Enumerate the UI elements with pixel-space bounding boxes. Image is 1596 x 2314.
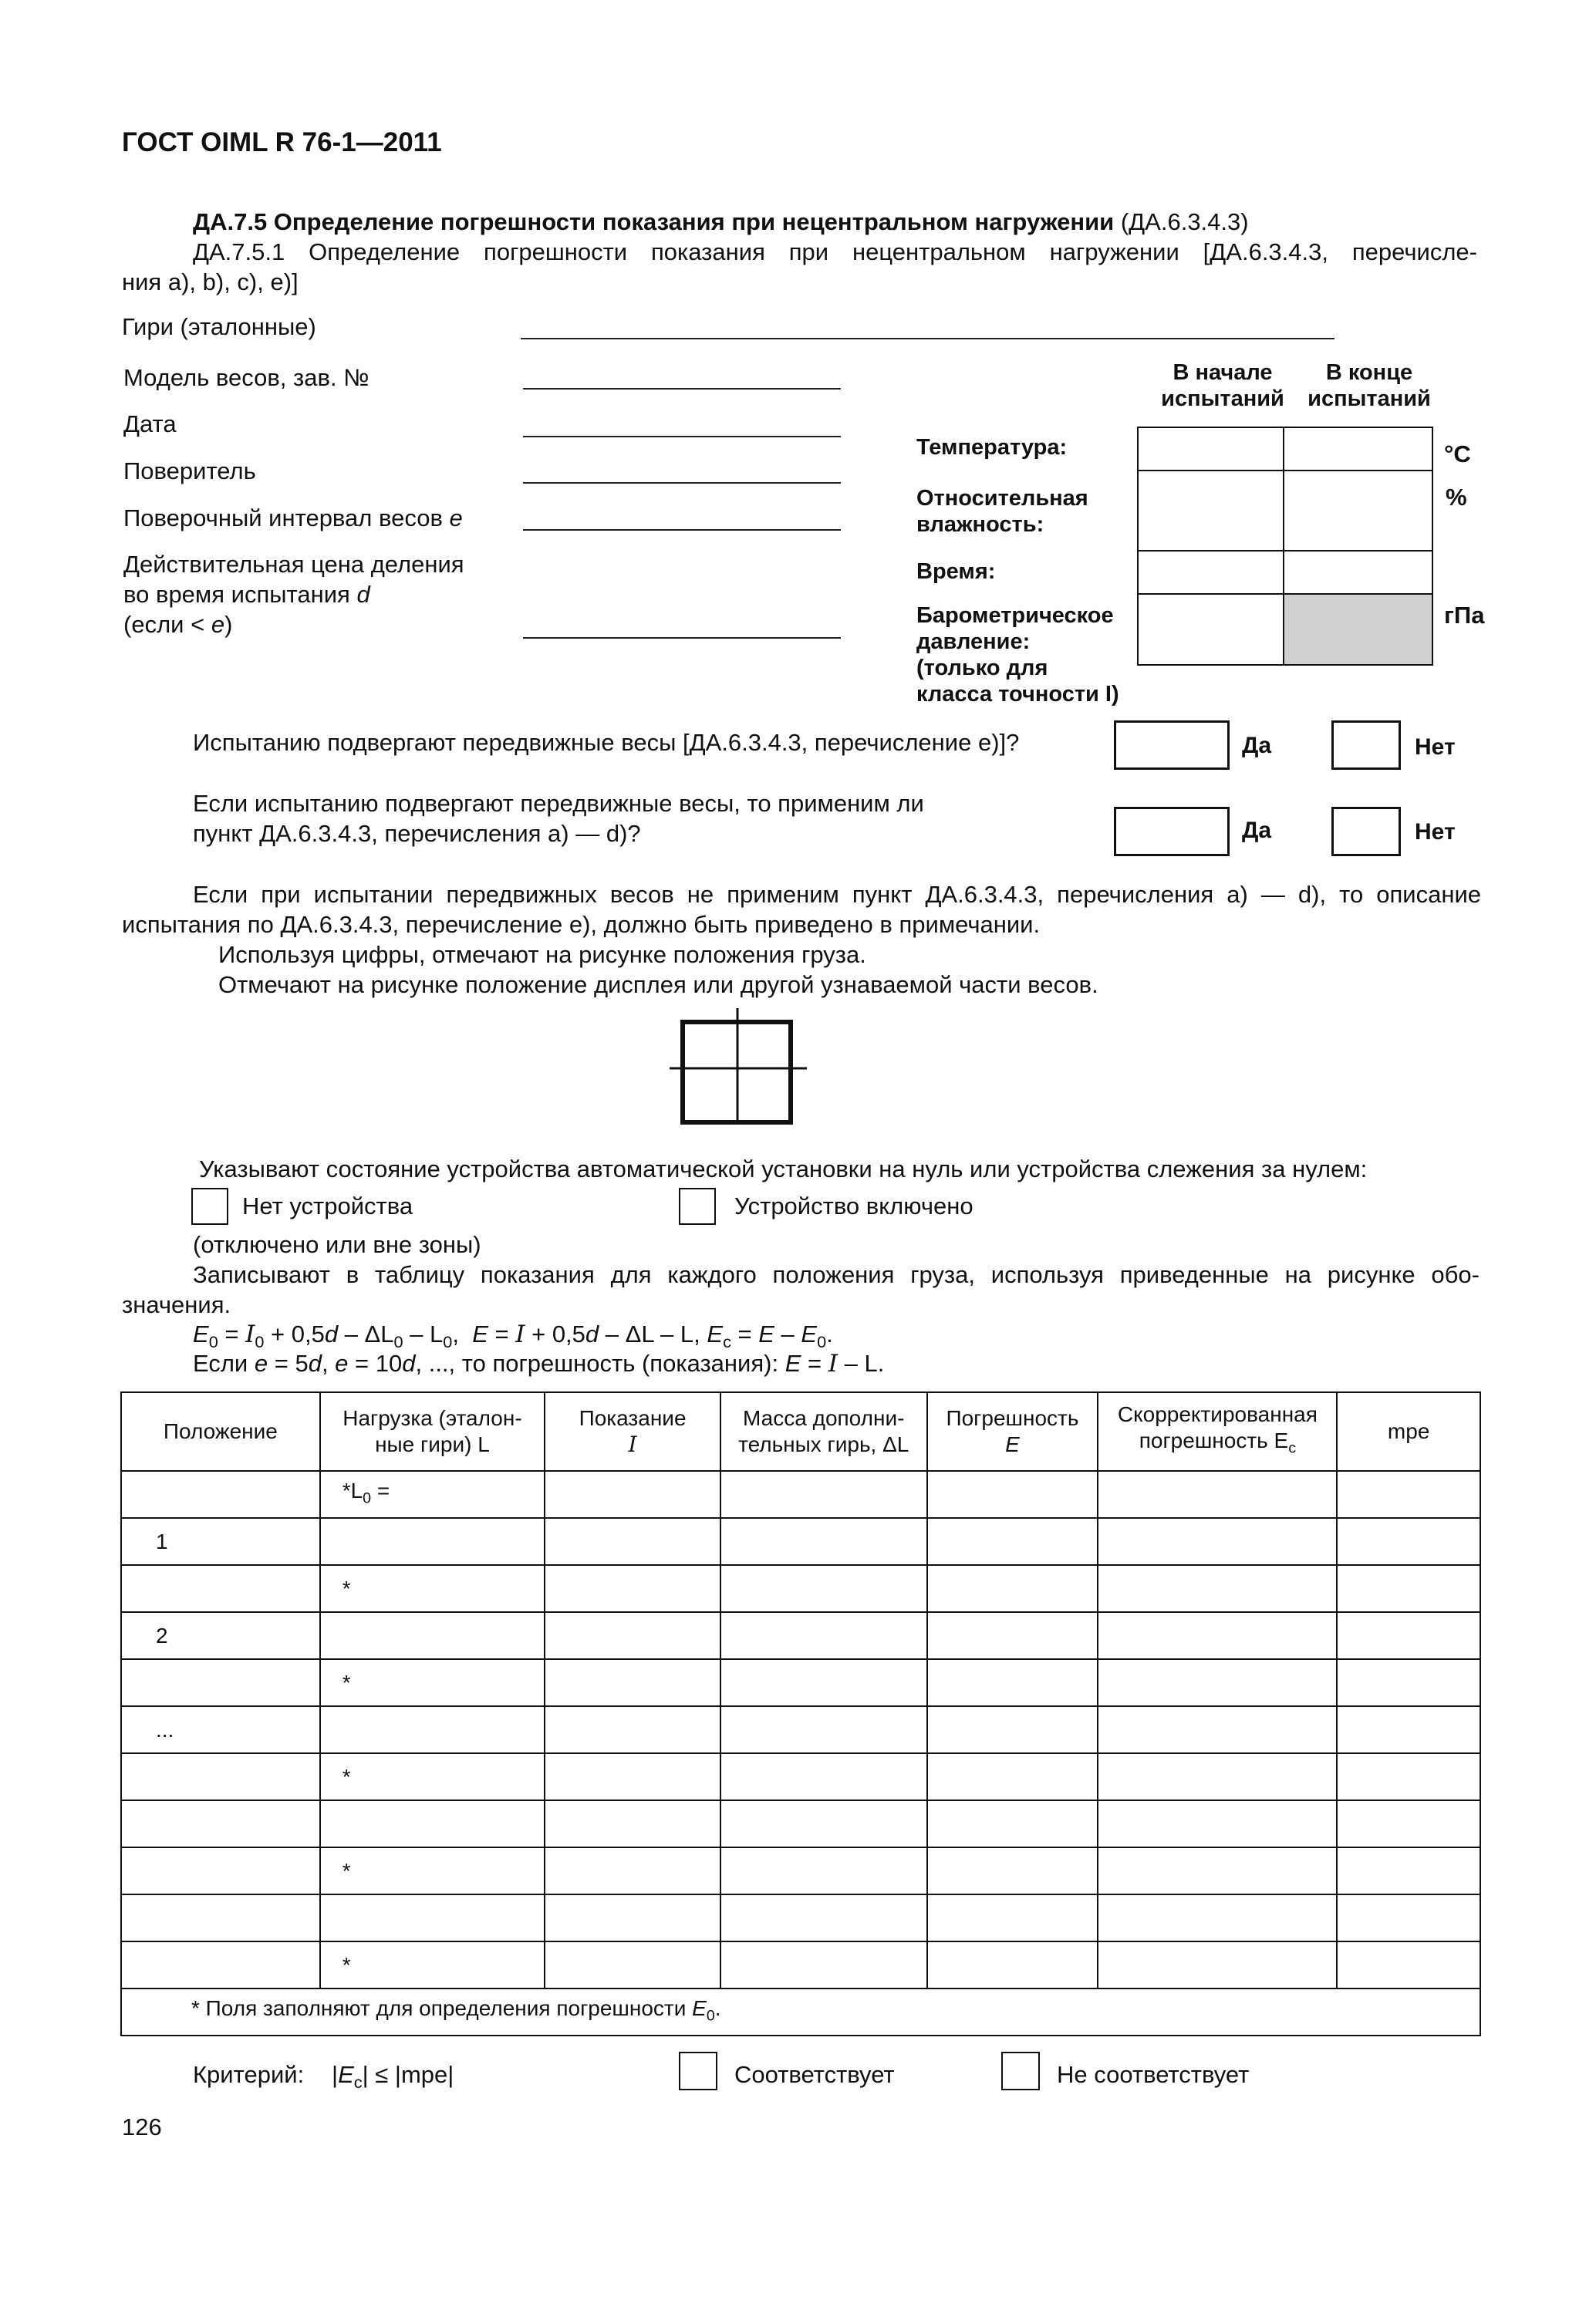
weights-input-line[interactable] xyxy=(521,338,1334,339)
record-l2: значения. xyxy=(122,1291,231,1318)
cell-load[interactable] xyxy=(320,1847,545,1894)
cell-mpe[interactable] xyxy=(1337,1706,1480,1753)
cell-mass[interactable] xyxy=(720,1565,927,1612)
cell-mpe[interactable] xyxy=(1337,1753,1480,1800)
criterion-pass-checkbox[interactable] xyxy=(679,2052,717,2090)
table-row xyxy=(121,1941,1480,1988)
cell-load[interactable] xyxy=(320,1894,545,1941)
q2-no-label: Нет xyxy=(1415,819,1456,845)
cell-indication[interactable] xyxy=(545,1518,720,1565)
table-row xyxy=(121,1565,1480,1612)
cell-load[interactable] xyxy=(320,1800,545,1847)
cell-load-text: * xyxy=(342,1576,351,1601)
division-line2-text: во время испытания xyxy=(123,581,350,608)
q1-yes-label: Да xyxy=(1242,733,1272,758)
division-line3-close: ) xyxy=(224,611,233,638)
page-number: 126 xyxy=(122,2113,162,2140)
cell-corrected[interactable] xyxy=(1098,1565,1337,1612)
env-unit-hum: % xyxy=(1446,484,1467,511)
division-line3-var: e xyxy=(211,611,225,638)
th-corrected xyxy=(1098,1392,1337,1471)
cell-indication[interactable] xyxy=(545,1565,720,1612)
cell-load-text: * xyxy=(342,1670,351,1695)
env-grid xyxy=(1137,427,1433,666)
cell-error[interactable] xyxy=(927,1659,1098,1706)
cell-indication[interactable] xyxy=(545,1659,720,1706)
th-position: Положение xyxy=(121,1392,320,1471)
th-error-l2: E xyxy=(1005,1432,1020,1456)
q2-no-checkbox[interactable] xyxy=(1331,807,1401,856)
interval-label-text: Поверочный интервал весов xyxy=(123,504,443,531)
cell-load[interactable] xyxy=(320,1659,545,1706)
cell-error[interactable] xyxy=(927,1706,1098,1753)
cell-mass[interactable] xyxy=(720,1941,927,1988)
criterion-label: Критерий: xyxy=(193,2061,305,2088)
th-indication xyxy=(545,1392,720,1471)
cell-corrected[interactable] xyxy=(1098,1659,1337,1706)
th-error xyxy=(927,1392,1098,1471)
env-col-end-l1: В конце xyxy=(1325,360,1413,385)
cell-corrected[interactable] xyxy=(1098,1518,1337,1565)
zero-prompt: Указывают состояние устройства автоматической установки на нуль или устройства слежения за нулем: xyxy=(199,1155,1368,1182)
cell-indication[interactable] xyxy=(545,1706,720,1753)
env-humidity-l2: влажность: xyxy=(916,512,1044,537)
cell-mpe[interactable] xyxy=(1337,1800,1480,1847)
table-row xyxy=(121,1800,1480,1847)
q2-yes-checkbox[interactable] xyxy=(1114,807,1230,856)
cell-mass[interactable] xyxy=(720,1706,927,1753)
env-pressure-l1: Барометрическое xyxy=(916,603,1114,628)
cell-mpe[interactable] xyxy=(1337,1471,1480,1518)
env-press-start-cell[interactable] xyxy=(1137,593,1284,666)
cell-error[interactable] xyxy=(927,1753,1098,1800)
env-unit-temp: °C xyxy=(1444,440,1471,467)
cell-position-text: ... xyxy=(156,1717,174,1742)
interval-label xyxy=(123,503,463,534)
cell-corrected[interactable] xyxy=(1098,1941,1337,1988)
cell-mpe[interactable] xyxy=(1337,1941,1480,1988)
verifier-label: Поверитель xyxy=(123,457,256,484)
env-hum-end-cell[interactable] xyxy=(1283,470,1433,552)
table-row xyxy=(121,1706,1480,1753)
cell-load[interactable] xyxy=(320,1471,545,1518)
division-line2 xyxy=(123,579,370,610)
cell-position[interactable] xyxy=(121,1471,320,1518)
cell-corrected[interactable] xyxy=(1098,1706,1337,1753)
cell-mpe[interactable] xyxy=(1337,1612,1480,1659)
cell-load[interactable] xyxy=(320,1565,545,1612)
cell-indication[interactable] xyxy=(545,1612,720,1659)
th-load-l1: Нагрузка (эталон- xyxy=(342,1406,522,1430)
th-mass-l1: Масса дополни- xyxy=(743,1406,905,1430)
env-temperature-label: Температура: xyxy=(916,435,1068,460)
q2-yes-label: Да xyxy=(1242,818,1272,843)
cell-load-text: * xyxy=(342,1764,351,1789)
th-mass-l2: тельных гирь, ΔL xyxy=(738,1432,909,1456)
division-line3 xyxy=(123,609,232,640)
env-col-end-l2: испытаний xyxy=(1308,386,1431,411)
question-mobile: Испытанию подвергают передвижные весы [ДА.6.3.4.3, перечисление e)]? xyxy=(193,729,1020,756)
table-row xyxy=(121,1659,1480,1706)
env-col-start-l1: В начале xyxy=(1173,360,1273,385)
cell-indication[interactable] xyxy=(545,1753,720,1800)
cell-error[interactable] xyxy=(927,1612,1098,1659)
env-unit-press: гПа xyxy=(1444,602,1485,629)
subsection-line2: ния a), b), c), e)] xyxy=(122,268,299,295)
q1-yes-checkbox[interactable] xyxy=(1114,720,1230,770)
document-header: ГОСТ OIML R 76-1—2011 xyxy=(122,127,442,157)
cell-mass[interactable] xyxy=(720,1894,927,1941)
q1-no-label: Нет xyxy=(1415,734,1456,760)
interval-var: e xyxy=(449,504,463,531)
cell-load-sub: 0 xyxy=(363,1489,372,1507)
cell-error[interactable] xyxy=(927,1800,1098,1847)
question-applicable-l1: Если испытанию подвергают передвижные весы, то применим ли xyxy=(193,790,924,817)
env-temp-end-cell[interactable] xyxy=(1283,427,1433,471)
cell-load-text: * xyxy=(342,1952,351,1977)
table-footnote: * Поля заполняют для определения погрешности $E_0$. xyxy=(121,1988,1480,2036)
cell-error[interactable] xyxy=(927,1894,1098,1941)
subsection-line1: ДА.7.5.1 Определение погрешности показания при нецентральном нагружении [ДА.6.3.4.3, перечисле- xyxy=(193,238,1477,265)
criterion-pass-label: Соответствует xyxy=(734,2061,895,2088)
th-corrected-sub: c xyxy=(1288,1439,1296,1457)
env-hum-start-cell[interactable] xyxy=(1137,470,1284,552)
cell-mass[interactable] xyxy=(720,1471,927,1518)
th-load xyxy=(320,1392,545,1471)
cell-corrected[interactable] xyxy=(1098,1471,1337,1518)
cell-mpe[interactable] xyxy=(1337,1565,1480,1612)
interval-input-line[interactable] xyxy=(523,529,841,531)
cell-indication[interactable] xyxy=(545,1800,720,1847)
cell-mpe[interactable] xyxy=(1337,1518,1480,1565)
cell-position[interactable] xyxy=(121,1894,320,1941)
cell-mpe[interactable] xyxy=(1337,1894,1480,1941)
cell-position[interactable] xyxy=(121,1706,320,1753)
division-var: d xyxy=(356,581,370,608)
date-label: Дата xyxy=(123,410,177,437)
division-line1: Действительная цена деления xyxy=(123,551,464,578)
env-pressure-l4: класса точности I) xyxy=(916,682,1119,707)
th-error-l1: Погрешность xyxy=(946,1406,1079,1430)
formula-line2: Если e = 5d, e = 10d, ..., то погрешность (показания): E = I – L. xyxy=(193,1350,885,1378)
cell-error[interactable] xyxy=(927,1565,1098,1612)
cell-error[interactable] xyxy=(927,1518,1098,1565)
cell-load[interactable] xyxy=(320,1612,545,1659)
q1-no-checkbox[interactable] xyxy=(1331,720,1401,770)
env-time-end-cell[interactable] xyxy=(1283,550,1433,595)
env-pressure-l2: давление: xyxy=(916,629,1031,654)
cell-mpe[interactable] xyxy=(1337,1847,1480,1894)
cell-corrected[interactable] xyxy=(1098,1800,1337,1847)
cell-load[interactable] xyxy=(320,1706,545,1753)
zero-none-label: Нет устройства xyxy=(242,1192,413,1219)
cell-corrected[interactable] xyxy=(1098,1753,1337,1800)
cell-mass[interactable] xyxy=(720,1800,927,1847)
section-heading-ref: (ДА.6.3.4.3) xyxy=(1120,208,1249,235)
cell-corrected[interactable] xyxy=(1098,1847,1337,1894)
criterion-fail-checkbox[interactable] xyxy=(1001,2052,1040,2090)
env-press-end-cell-shaded xyxy=(1283,593,1433,666)
model-input-line[interactable] xyxy=(523,388,841,390)
cell-error[interactable] xyxy=(927,1941,1098,1988)
table-row xyxy=(121,1753,1480,1800)
cell-indication[interactable] xyxy=(545,1894,720,1941)
cell-mass[interactable] xyxy=(720,1753,927,1800)
platform-diagram xyxy=(670,1007,808,1127)
zero-none-checkbox[interactable] xyxy=(191,1188,228,1225)
table-row xyxy=(121,1847,1480,1894)
th-indication-l1: Показание xyxy=(579,1406,687,1430)
formula-line1: $E_0 = I_0 + 0,5d - \Delta L_0 - L_0$, E = I + 0,5d – ΔL – L, $E_c = E - E_0$. xyxy=(193,1321,833,1352)
cell-position[interactable] xyxy=(121,1659,320,1706)
cell-mass[interactable] xyxy=(720,1518,927,1565)
env-col-start-l2: испытаний xyxy=(1161,386,1284,411)
note-p2: Используя цифры, отмечают на рисунке положения груза. xyxy=(218,941,866,968)
zero-on-label: Устройство включено xyxy=(734,1192,973,1219)
criterion-expr: $|E_c| \le |mpe|$ xyxy=(332,2061,454,2093)
division-line3-text: (если < xyxy=(123,611,205,638)
cell-load-tail: = xyxy=(371,1478,390,1503)
cell-position-text: 2 xyxy=(156,1623,168,1648)
th-load-l2: ные гири) L xyxy=(375,1432,490,1456)
cell-indication[interactable] xyxy=(545,1847,720,1894)
section-heading-bold: ДА.7.5 Определение погрешности показания при нецентральном нагружении xyxy=(193,208,1115,235)
cell-load[interactable] xyxy=(320,1753,545,1800)
th-mpe: mpe xyxy=(1337,1392,1480,1471)
env-temp-start-cell[interactable] xyxy=(1137,427,1284,471)
cell-position[interactable] xyxy=(121,1800,320,1847)
model-label: Модель весов, зав. № xyxy=(123,364,369,391)
cell-load[interactable] xyxy=(320,1941,545,1988)
cell-mass[interactable] xyxy=(720,1847,927,1894)
table-row xyxy=(121,1894,1480,1941)
th-mass xyxy=(720,1392,927,1471)
cell-position[interactable] xyxy=(121,1565,320,1612)
division-input-line[interactable] xyxy=(523,637,841,639)
cell-position[interactable] xyxy=(121,1941,320,1988)
cell-position[interactable] xyxy=(121,1612,320,1659)
cell-error[interactable] xyxy=(927,1847,1098,1894)
env-pressure-l3: (только для xyxy=(916,656,1048,680)
table-row xyxy=(121,1471,1480,1518)
th-indication-l2: I xyxy=(628,1432,637,1457)
section-heading xyxy=(193,207,1249,238)
cell-error[interactable] xyxy=(927,1471,1098,1518)
cell-mass[interactable] xyxy=(720,1612,927,1659)
cell-position[interactable] xyxy=(121,1518,320,1565)
cell-mass[interactable] xyxy=(720,1659,927,1706)
criterion-fail-label: Не соответствует xyxy=(1057,2061,1250,2088)
results-table xyxy=(120,1391,1481,2036)
results-table-body xyxy=(121,1471,1480,1988)
cell-indication[interactable] xyxy=(545,1471,720,1518)
date-input-line[interactable] xyxy=(523,436,841,437)
env-humidity-l1: Относительная xyxy=(916,486,1088,511)
zero-on-checkbox[interactable] xyxy=(679,1188,716,1225)
cell-load-text: * xyxy=(342,1858,351,1883)
env-time-start-cell[interactable] xyxy=(1137,550,1284,595)
cell-corrected[interactable] xyxy=(1098,1894,1337,1941)
note-p1-l1: Если при испытании передвижных весов не применим пункт ДА.6.3.4.3, перечисления a) — d), то описание xyxy=(193,881,1481,908)
cell-mpe[interactable] xyxy=(1337,1659,1480,1706)
verifier-input-line[interactable] xyxy=(523,482,841,484)
cell-position[interactable] xyxy=(121,1753,320,1800)
cell-position[interactable] xyxy=(121,1847,320,1894)
note-p3: Отмечают на рисунке положение дисплея или другой узнаваемой части весов. xyxy=(218,971,1098,998)
zero-none-sub: (отключено или вне зоны) xyxy=(193,1231,481,1258)
note-p1-l2: испытания по ДА.6.3.4.3, перечисление e), должно быть приведено в примечании. xyxy=(122,911,1041,938)
env-time-label: Время: xyxy=(916,559,996,584)
cell-indication[interactable] xyxy=(545,1941,720,1988)
record-l1: Записывают в таблицу показания для каждого положения груза, используя приведенные на рисунке обо- xyxy=(193,1261,1480,1288)
cell-load[interactable] xyxy=(320,1518,545,1565)
cell-load-text: *L xyxy=(342,1478,363,1503)
th-corrected-l2: погрешность E xyxy=(1139,1429,1289,1453)
cell-position-text: 1 xyxy=(156,1529,168,1553)
table-row xyxy=(121,1612,1480,1659)
cell-corrected[interactable] xyxy=(1098,1612,1337,1659)
weights-label: Гири (эталонные) xyxy=(122,313,316,340)
th-corrected-l1: Скорректированная xyxy=(1117,1402,1318,1427)
question-applicable-l2: пункт ДА.6.3.4.3, перечисления a) — d)? xyxy=(193,820,641,847)
table-row xyxy=(121,1518,1480,1565)
